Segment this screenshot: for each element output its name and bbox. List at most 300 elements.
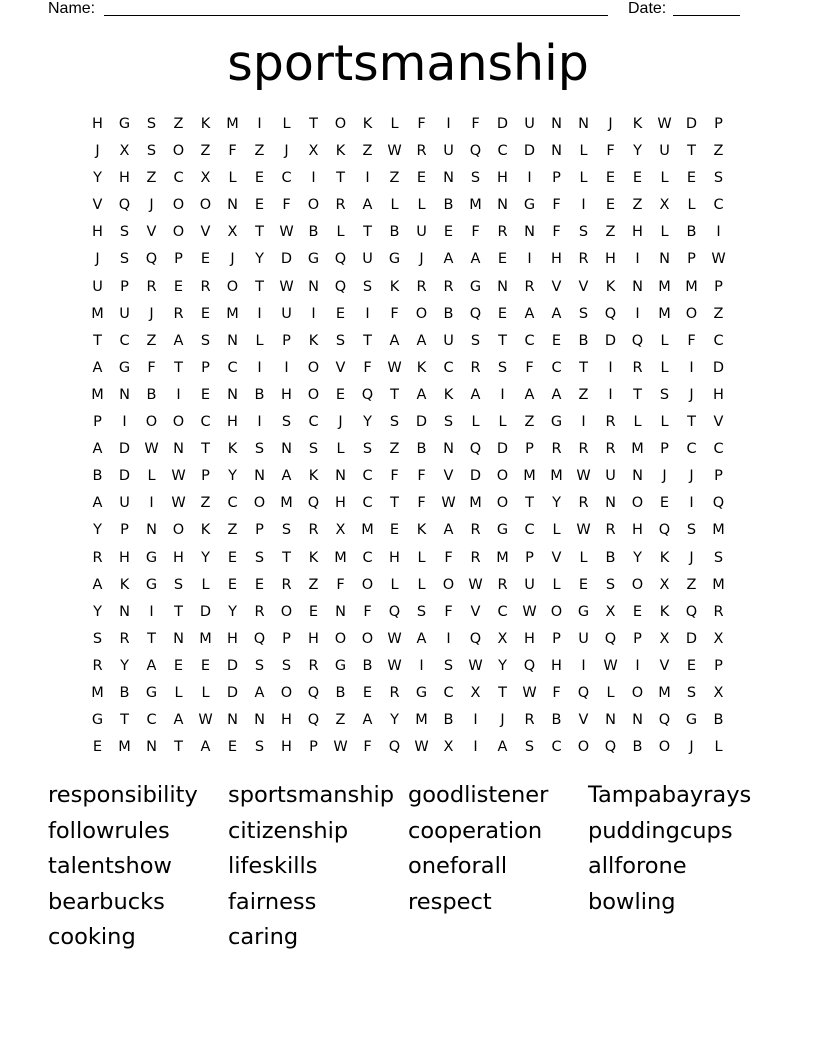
grid-cell: M <box>280 495 293 512</box>
grid-row <box>84 626 732 653</box>
grid-cell: U <box>578 630 589 647</box>
grid-cell: F <box>552 197 561 214</box>
grid-row <box>84 734 732 761</box>
grid-cell: U <box>605 468 616 485</box>
word-row <box>48 885 788 921</box>
grid-cell: V <box>551 549 562 566</box>
grid-cell: H <box>632 224 643 241</box>
grid-cell: E <box>605 170 616 187</box>
grid-cell: L <box>552 522 561 539</box>
grid-cell: J <box>230 251 235 268</box>
word-bank-item: oneforall <box>408 853 508 879</box>
word-bank-item: citizenship <box>228 817 349 844</box>
grid-cell: Z <box>605 224 616 241</box>
grid-cell: W <box>468 657 483 674</box>
word-bank <box>48 778 788 956</box>
grid-cell: I <box>311 170 316 187</box>
grid-row <box>84 328 732 355</box>
grid-cell: K <box>200 522 211 539</box>
grid-cell: L <box>579 549 588 566</box>
grid-row <box>84 653 732 680</box>
grid-cell: O <box>334 116 347 132</box>
grid-cell: P <box>660 441 669 458</box>
grid-cell: W <box>333 739 348 756</box>
grid-cell: D <box>469 468 482 485</box>
grid-cell: L <box>417 576 426 593</box>
grid-row <box>84 707 732 734</box>
grid-cell: P <box>201 468 210 485</box>
grid-cell: C <box>227 359 238 376</box>
grid-cell: Y <box>93 603 102 620</box>
grid-cell: Q <box>658 712 671 729</box>
grid-cell: F <box>471 224 480 241</box>
grid-cell: H <box>632 522 643 539</box>
grid-cell: H <box>227 630 238 647</box>
grid-row <box>84 138 732 165</box>
grid-cell: R <box>92 657 103 674</box>
word-bank-item: followrules <box>48 817 170 844</box>
grid-cell: I <box>365 170 370 187</box>
grid-cell: N <box>659 251 670 268</box>
grid-cell: K <box>659 549 670 566</box>
grid-cell: L <box>228 170 237 187</box>
grid-cell: I <box>689 359 694 376</box>
grid-cell: Q <box>604 739 617 756</box>
grid-cell: E <box>605 197 616 214</box>
grid-cell: C <box>200 414 211 431</box>
grid-cell: C <box>443 359 454 376</box>
grid-cell: W <box>414 739 429 756</box>
grid-cell: N <box>632 278 643 295</box>
grid-cell: F <box>417 116 426 132</box>
grid-cell: I <box>284 359 289 376</box>
grid-cell: N <box>605 495 616 512</box>
grid-cell: Z <box>146 332 157 349</box>
grid-cell: S <box>308 441 319 458</box>
grid-cell: X <box>713 630 724 647</box>
date-line <box>673 0 740 16</box>
grid-cell: W <box>387 143 402 160</box>
grid-cell: U <box>119 495 130 512</box>
grid-cell: R <box>416 143 427 160</box>
grid-cell: S <box>497 359 508 376</box>
grid-cell: T <box>525 495 534 512</box>
word-row <box>48 814 788 850</box>
grid-cell: A <box>443 251 454 268</box>
grid-cell: Y <box>120 657 129 674</box>
grid-cell: I <box>581 657 586 674</box>
word-bank-item: goodlistener <box>408 782 549 808</box>
grid-cell: O <box>361 576 374 593</box>
grid-cell: W <box>441 495 456 512</box>
grid-cell: E <box>308 603 319 620</box>
grid-cell: D <box>226 657 239 674</box>
grid-cell: B <box>443 197 454 214</box>
grid-row <box>84 165 732 192</box>
grid-cell: G <box>523 197 536 214</box>
grid-cell: S <box>146 143 157 160</box>
grid-cell: R <box>578 495 589 512</box>
grid-cell: Y <box>201 549 210 566</box>
grid-cell: H <box>173 549 184 566</box>
grid-cell: C <box>362 495 373 512</box>
grid-cell: R <box>416 278 427 295</box>
grid-cell: G <box>415 684 428 701</box>
grid-cell: W <box>711 251 726 268</box>
grid-cell: R <box>92 549 103 566</box>
grid-cell: P <box>282 332 291 349</box>
grid-cell: Z <box>173 116 184 132</box>
grid-cell: Y <box>390 712 399 729</box>
grid-cell: H <box>281 712 292 729</box>
grid-cell: C <box>119 332 130 349</box>
grid-cell: L <box>336 441 345 458</box>
grid-cell: G <box>145 576 158 593</box>
grid-cell: H <box>524 630 535 647</box>
word-bank-item: cooking <box>48 924 136 950</box>
grid-cell: N <box>146 739 157 756</box>
grid-cell: M <box>226 116 239 132</box>
grid-cell: R <box>470 522 481 539</box>
grid-cell: O <box>550 603 563 620</box>
grid-cell: U <box>281 305 292 322</box>
grid-cell: D <box>496 116 509 132</box>
grid-cell: A <box>470 251 481 268</box>
grid-cell: Q <box>469 143 482 160</box>
grid-cell: F <box>444 603 453 620</box>
grid-cell: Q <box>361 386 374 403</box>
grid-cell: T <box>255 224 264 241</box>
name-label: Name: <box>48 0 96 17</box>
grid-cell: H <box>713 386 724 403</box>
grid-cell: Z <box>308 576 319 593</box>
grid-cell: R <box>632 359 643 376</box>
grid-cell: A <box>200 739 211 756</box>
grid-cell: K <box>227 441 238 458</box>
grid-cell: W <box>279 278 294 295</box>
grid-cell: X <box>119 143 130 160</box>
grid-cell: Q <box>604 630 617 647</box>
grid-cell: Z <box>713 143 724 160</box>
grid-cell: C <box>173 170 184 187</box>
grid-cell: V <box>551 278 562 295</box>
grid-cell: H <box>281 739 292 756</box>
grid-cell: G <box>145 684 158 701</box>
grid-cell: W <box>171 468 186 485</box>
grid-cell: O <box>253 495 266 512</box>
grid-cell: P <box>255 522 264 539</box>
grid-cell: I <box>365 305 370 322</box>
header <box>48 0 748 20</box>
grid-cell: W <box>387 359 402 376</box>
grid-cell: L <box>660 170 669 187</box>
grid-cell: L <box>687 197 696 214</box>
grid-cell: O <box>145 414 158 431</box>
grid-cell: W <box>576 522 591 539</box>
grid-cell: Q <box>712 495 725 512</box>
grid-cell: C <box>713 197 724 214</box>
grid-cell: B <box>713 712 724 729</box>
grid-cell: J <box>284 143 289 160</box>
grid-cell: X <box>605 603 616 620</box>
grid-cell: K <box>335 143 346 160</box>
grid-cell: P <box>282 630 291 647</box>
grid-cell: F <box>363 359 372 376</box>
grid-cell: F <box>606 143 615 160</box>
grid-cell: L <box>552 576 561 593</box>
grid-cell: N <box>308 278 319 295</box>
grid-cell: G <box>550 414 563 431</box>
grid-cell: B <box>578 332 589 349</box>
grid-cell: E <box>173 657 184 674</box>
grid-cell: N <box>335 468 346 485</box>
grid-cell: K <box>632 116 643 132</box>
grid-cell: Z <box>632 197 643 214</box>
grid-cell: S <box>281 522 292 539</box>
grid-cell: N <box>335 603 346 620</box>
grid-cell: E <box>632 603 643 620</box>
grid-cell: F <box>147 359 156 376</box>
grid-cell: C <box>551 739 562 756</box>
grid-cell: U <box>443 143 454 160</box>
grid-cell: T <box>363 332 372 349</box>
grid-cell: A <box>146 657 157 674</box>
grid-cell: C <box>443 684 454 701</box>
grid-cell: N <box>443 441 454 458</box>
grid-cell: W <box>387 657 402 674</box>
word-bank-item: lifeskills <box>228 853 318 879</box>
grid-cell: L <box>174 684 183 701</box>
grid-cell: J <box>338 414 343 431</box>
grid-cell: C <box>524 522 535 539</box>
grid-cell: I <box>635 305 640 322</box>
grid-cell: D <box>415 414 428 431</box>
grid-cell: U <box>443 332 454 349</box>
grid-cell: I <box>581 197 586 214</box>
grid-cell: E <box>335 386 346 403</box>
date-label: Date: <box>628 0 667 17</box>
grid-cell: R <box>551 441 562 458</box>
grid-cell: M <box>658 305 671 322</box>
grid-cell: S <box>470 332 481 349</box>
grid-cell: X <box>470 684 481 701</box>
grid-cell: O <box>631 495 644 512</box>
grid-cell: S <box>200 332 211 349</box>
grid-cell: T <box>687 414 696 431</box>
grid-cell: O <box>172 224 185 241</box>
grid-cell: I <box>149 495 154 512</box>
grid-cell: Q <box>577 684 590 701</box>
grid-cell: C <box>713 441 724 458</box>
grid-cell: R <box>308 657 319 674</box>
grid-cell: Q <box>118 197 131 214</box>
grid-cell: I <box>716 224 721 241</box>
grid-cell: B <box>605 549 616 566</box>
grid-cell: I <box>608 386 613 403</box>
grid-cell: T <box>93 332 102 349</box>
grid-cell: T <box>174 603 183 620</box>
grid-cell: F <box>471 116 480 132</box>
grid-cell: E <box>578 576 589 593</box>
grid-cell: T <box>147 630 156 647</box>
grid-cell: K <box>443 386 454 403</box>
grid-row <box>84 436 732 463</box>
grid-cell: F <box>417 495 426 512</box>
grid-cell: L <box>147 468 156 485</box>
grid-cell: G <box>145 549 158 566</box>
grid-cell: E <box>227 576 238 593</box>
grid-row <box>84 517 732 544</box>
grid-cell: T <box>336 170 345 187</box>
grid-cell: N <box>443 170 454 187</box>
grid-cell: G <box>496 522 509 539</box>
grid-cell: Z <box>200 143 211 160</box>
grid-cell: X <box>335 522 346 539</box>
grid-cell: Q <box>388 603 401 620</box>
grid-cell: B <box>119 684 130 701</box>
grid-cell: P <box>525 549 534 566</box>
grid-row <box>84 274 732 301</box>
grid-cell: I <box>473 712 478 729</box>
grid-cell: Z <box>227 522 238 539</box>
grid-cell: X <box>713 684 724 701</box>
grid-cell: Y <box>228 468 237 485</box>
grid-cell: R <box>524 712 535 729</box>
grid-cell: B <box>308 224 319 241</box>
grid-cell: O <box>280 603 293 620</box>
word-bank-item: sportsmanship <box>228 782 395 808</box>
word-bank-item: fairness <box>228 888 317 915</box>
grid-cell: M <box>658 684 671 701</box>
grid-cell: D <box>685 116 698 132</box>
grid-cell: E <box>254 197 265 214</box>
grid-cell: Z <box>578 386 589 403</box>
grid-cell: A <box>416 332 427 349</box>
grid-cell: K <box>416 359 427 376</box>
grid-cell: S <box>254 441 265 458</box>
grid-row <box>84 301 732 328</box>
grid-cell: T <box>498 684 507 701</box>
grid-cell: X <box>227 224 238 241</box>
grid-cell: E <box>389 522 400 539</box>
grid-cell: O <box>658 739 671 756</box>
grid-row <box>84 192 732 219</box>
grid-cell: E <box>200 251 211 268</box>
word-bank-item: responsibility <box>48 782 198 808</box>
grid-cell: N <box>497 197 508 214</box>
grid-cell: I <box>581 414 586 431</box>
grid-cell: H <box>389 549 400 566</box>
grid-cell: N <box>632 712 643 729</box>
grid-cell: S <box>713 170 724 187</box>
letter-grid <box>84 111 732 761</box>
grid-row <box>84 545 732 572</box>
grid-cell: F <box>282 197 291 214</box>
grid-cell: S <box>254 739 265 756</box>
grid-cell: M <box>550 468 563 485</box>
grid-cell: L <box>660 224 669 241</box>
grid-cell: I <box>689 495 694 512</box>
grid-cell: N <box>497 278 508 295</box>
grid-cell: R <box>605 441 616 458</box>
grid-cell: S <box>443 657 454 674</box>
name-line <box>104 0 608 16</box>
grid-cell: N <box>119 386 130 403</box>
grid-cell: D <box>118 468 131 485</box>
grid-cell: W <box>198 712 213 729</box>
grid-cell: P <box>174 251 183 268</box>
grid-cell: K <box>308 332 319 349</box>
grid-cell: S <box>119 224 130 241</box>
grid-cell: T <box>309 116 318 132</box>
grid-cell: O <box>172 143 185 160</box>
grid-cell: S <box>524 739 535 756</box>
grid-row <box>84 490 732 517</box>
grid-cell: N <box>227 197 238 214</box>
grid-cell: H <box>308 630 319 647</box>
grid-cell: R <box>254 603 265 620</box>
grid-cell: P <box>120 522 129 539</box>
grid-cell: R <box>605 414 616 431</box>
grid-cell: M <box>631 441 644 458</box>
grid-cell: D <box>496 441 509 458</box>
grid-cell: X <box>659 197 670 214</box>
grid-cell: B <box>362 657 373 674</box>
grid-cell: E <box>200 386 211 403</box>
grid-cell: N <box>551 116 562 132</box>
grid-cell: R <box>146 278 157 295</box>
grid-cell: O <box>280 684 293 701</box>
grid-cell: L <box>417 549 426 566</box>
grid-cell: X <box>659 630 670 647</box>
grid-cell: O <box>307 197 320 214</box>
grid-cell: V <box>659 657 670 674</box>
grid-cell: V <box>335 359 346 376</box>
grid-cell: J <box>689 549 694 566</box>
word-bank-item: bowling <box>588 888 676 915</box>
grid-cell: Y <box>93 522 102 539</box>
grid-cell: N <box>551 143 562 160</box>
grid-cell: N <box>173 441 184 458</box>
grid-cell: L <box>471 414 480 431</box>
grid-cell: T <box>282 549 291 566</box>
grid-cell: C <box>551 359 562 376</box>
grid-row <box>84 382 732 409</box>
grid-cell: E <box>254 170 265 187</box>
grid-cell: C <box>686 441 697 458</box>
grid-cell: E <box>416 170 427 187</box>
grid-cell: L <box>390 197 399 214</box>
grid-cell: J <box>500 712 505 729</box>
grid-cell: A <box>362 712 373 729</box>
grid-cell: H <box>335 495 346 512</box>
grid-cell: O <box>496 495 509 512</box>
grid-cell: T <box>120 712 129 729</box>
grid-row <box>84 409 732 436</box>
grid-cell: T <box>255 278 264 295</box>
grid-cell: Y <box>363 414 372 431</box>
grid-cell: G <box>118 359 131 376</box>
grid-cell: O <box>442 576 455 593</box>
grid-cell: I <box>473 739 478 756</box>
grid-cell: A <box>254 684 265 701</box>
grid-cell: S <box>254 657 265 674</box>
grid-cell: B <box>443 712 454 729</box>
grid-cell: M <box>469 197 482 214</box>
grid-cell: R <box>605 522 616 539</box>
grid-cell: O <box>307 359 320 376</box>
grid-cell: E <box>632 170 643 187</box>
